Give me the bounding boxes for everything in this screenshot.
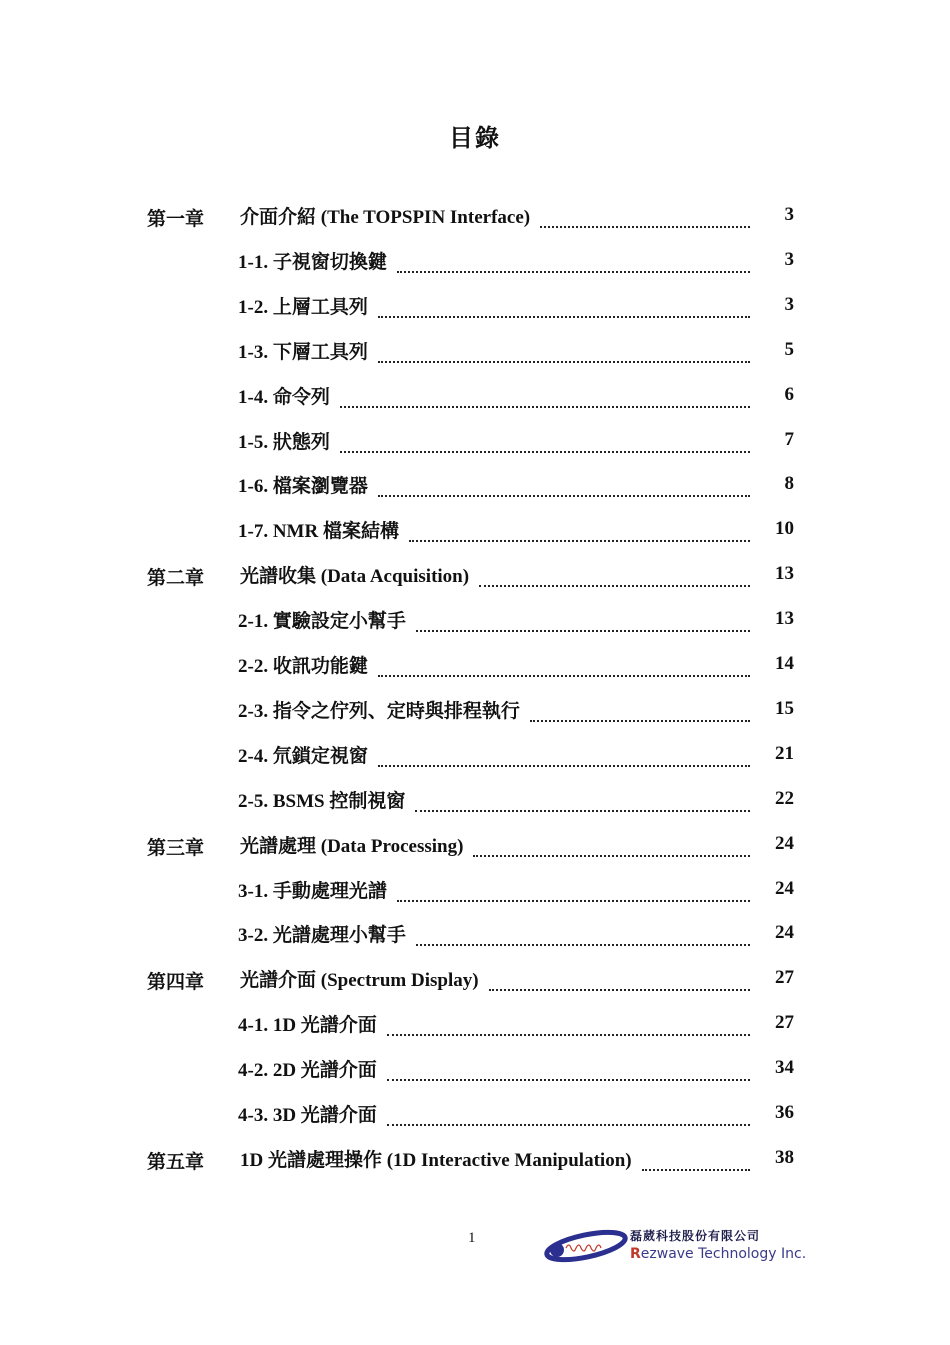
company-name-cn: 磊葳科技股份有限公司 [630, 1229, 761, 1243]
dot-leader [378, 763, 750, 767]
entry-title: 1-3. 下層工具列 [238, 337, 374, 364]
entry-page-number: 15 [775, 697, 794, 719]
toc-section-row[interactable] [0, 784, 950, 824]
chapter-number: 第五章 [147, 1150, 205, 1173]
toc-section-row[interactable] [0, 874, 950, 914]
entry-page-number: 13 [775, 608, 794, 630]
dot-leader [387, 1122, 750, 1126]
toc-section-row[interactable] [0, 514, 950, 554]
entry-page-number: 13 [775, 563, 794, 585]
dot-leader [489, 987, 750, 991]
entry-title: 4-1. 1D 光譜介面 [238, 1010, 383, 1037]
dot-leader [397, 269, 750, 273]
entry-page-number: 22 [775, 787, 794, 809]
entry-title: 1-1. 子視窗切換鍵 [238, 247, 393, 274]
entry-title: 1D 光譜處理操作 (1D Interactive Manipulation) [240, 1145, 638, 1172]
dot-leader [378, 359, 750, 363]
entry-page-number: 3 [784, 204, 794, 225]
toc-chapter-row[interactable] [0, 559, 950, 599]
entry-title: 3-2. 光譜處理小幫手 [238, 920, 412, 947]
entry-title: 光譜介面 (Spectrum Display) [240, 965, 485, 992]
toc-title: 目錄 [449, 124, 501, 152]
dot-leader [387, 1077, 750, 1081]
dot-leader [415, 808, 750, 812]
chapter-number: 第四章 [147, 971, 205, 994]
chapter-number: 第二章 [147, 567, 205, 590]
entry-page-number: 27 [775, 967, 794, 989]
entry-page-number: 38 [775, 1146, 794, 1168]
dot-leader [642, 1167, 750, 1171]
dot-leader [416, 942, 750, 946]
dot-leader [378, 314, 750, 318]
dot-leader [479, 583, 750, 587]
toc-section-row[interactable] [0, 1053, 950, 1093]
toc-section-row[interactable] [0, 1098, 950, 1138]
chapter-number: 第三章 [147, 836, 205, 859]
entry-title: 1-6. 檔案瀏覽器 [238, 471, 374, 498]
entry-page-number: 24 [775, 832, 794, 854]
dot-leader [387, 1032, 750, 1036]
entry-title: 1-7. NMR 檔案結構 [238, 516, 405, 543]
page-number: 1 [468, 1230, 476, 1246]
entry-page-number: 21 [775, 742, 794, 764]
entry-title: 4-3. 3D 光譜介面 [238, 1100, 383, 1127]
entry-page-number: 34 [775, 1057, 794, 1079]
toc-section-row[interactable] [0, 694, 950, 734]
entry-page-number: 5 [784, 338, 794, 360]
entry-title: 2-2. 收訊功能鍵 [238, 651, 374, 678]
dot-leader [473, 853, 750, 857]
toc-section-row[interactable] [0, 335, 950, 375]
toc-section-row[interactable] [0, 918, 950, 958]
dot-leader [540, 224, 750, 228]
entry-title: 2-1. 實驗設定小幫手 [238, 606, 412, 633]
entry-title: 2-4. 氘鎖定視窗 [238, 741, 374, 768]
entry-title: 光譜處理 (Data Processing) [240, 831, 469, 858]
entry-title: 3-1. 手動處理光譜 [238, 876, 393, 903]
entry-title: 介面介紹 (The TOPSPIN Interface) [240, 202, 536, 229]
entry-page-number: 24 [775, 877, 794, 899]
dot-leader [397, 898, 750, 902]
entry-page-number: 6 [784, 383, 794, 405]
entry-title: 1-5. 狀態列 [238, 427, 336, 454]
company-name-en: Rezwave Technology Inc. [630, 1246, 807, 1262]
entry-page-number: 36 [775, 1102, 794, 1123]
toc-chapter-row[interactable] [0, 200, 950, 240]
entry-page-number: 14 [775, 653, 794, 674]
toc-chapter-row[interactable] [0, 829, 950, 869]
entry-page-number: 3 [784, 293, 794, 315]
toc-section-row[interactable] [0, 739, 950, 779]
dot-leader [409, 538, 750, 542]
entry-page-number: 3 [784, 248, 794, 270]
entry-page-number: 10 [775, 518, 794, 540]
entry-title: 1-2. 上層工具列 [238, 292, 374, 319]
entry-page-number: 24 [775, 922, 794, 944]
toc-section-row[interactable] [0, 290, 950, 330]
dot-leader [378, 493, 750, 497]
toc-section-row[interactable] [0, 469, 950, 509]
entry-page-number: 8 [784, 473, 794, 495]
entry-title: 光譜收集 (Data Acquisition) [240, 561, 475, 588]
toc-section-row[interactable] [0, 604, 950, 644]
toc-section-row[interactable] [0, 245, 950, 285]
toc-section-row[interactable] [0, 1008, 950, 1048]
entry-title: 2-5. BSMS 控制視窗 [238, 786, 411, 813]
dot-leader [340, 404, 750, 408]
entry-title: 2-3. 指令之佇列、定時與排程執行 [238, 696, 526, 723]
entry-title: 4-2. 2D 光譜介面 [238, 1055, 383, 1082]
toc-chapter-row[interactable] [0, 963, 950, 1003]
toc-chapter-row[interactable] [0, 1143, 950, 1183]
chapter-number: 第一章 [147, 208, 205, 230]
entry-page-number: 7 [784, 428, 794, 450]
toc-section-row[interactable] [0, 649, 950, 689]
toc-section-row[interactable] [0, 425, 950, 465]
dot-leader [530, 718, 750, 722]
entry-page-number: 27 [775, 1012, 794, 1034]
toc-section-row[interactable] [0, 380, 950, 420]
dot-leader [416, 628, 750, 632]
dot-leader [378, 673, 750, 677]
dot-leader [340, 449, 750, 453]
entry-title: 1-4. 命令列 [238, 382, 336, 409]
